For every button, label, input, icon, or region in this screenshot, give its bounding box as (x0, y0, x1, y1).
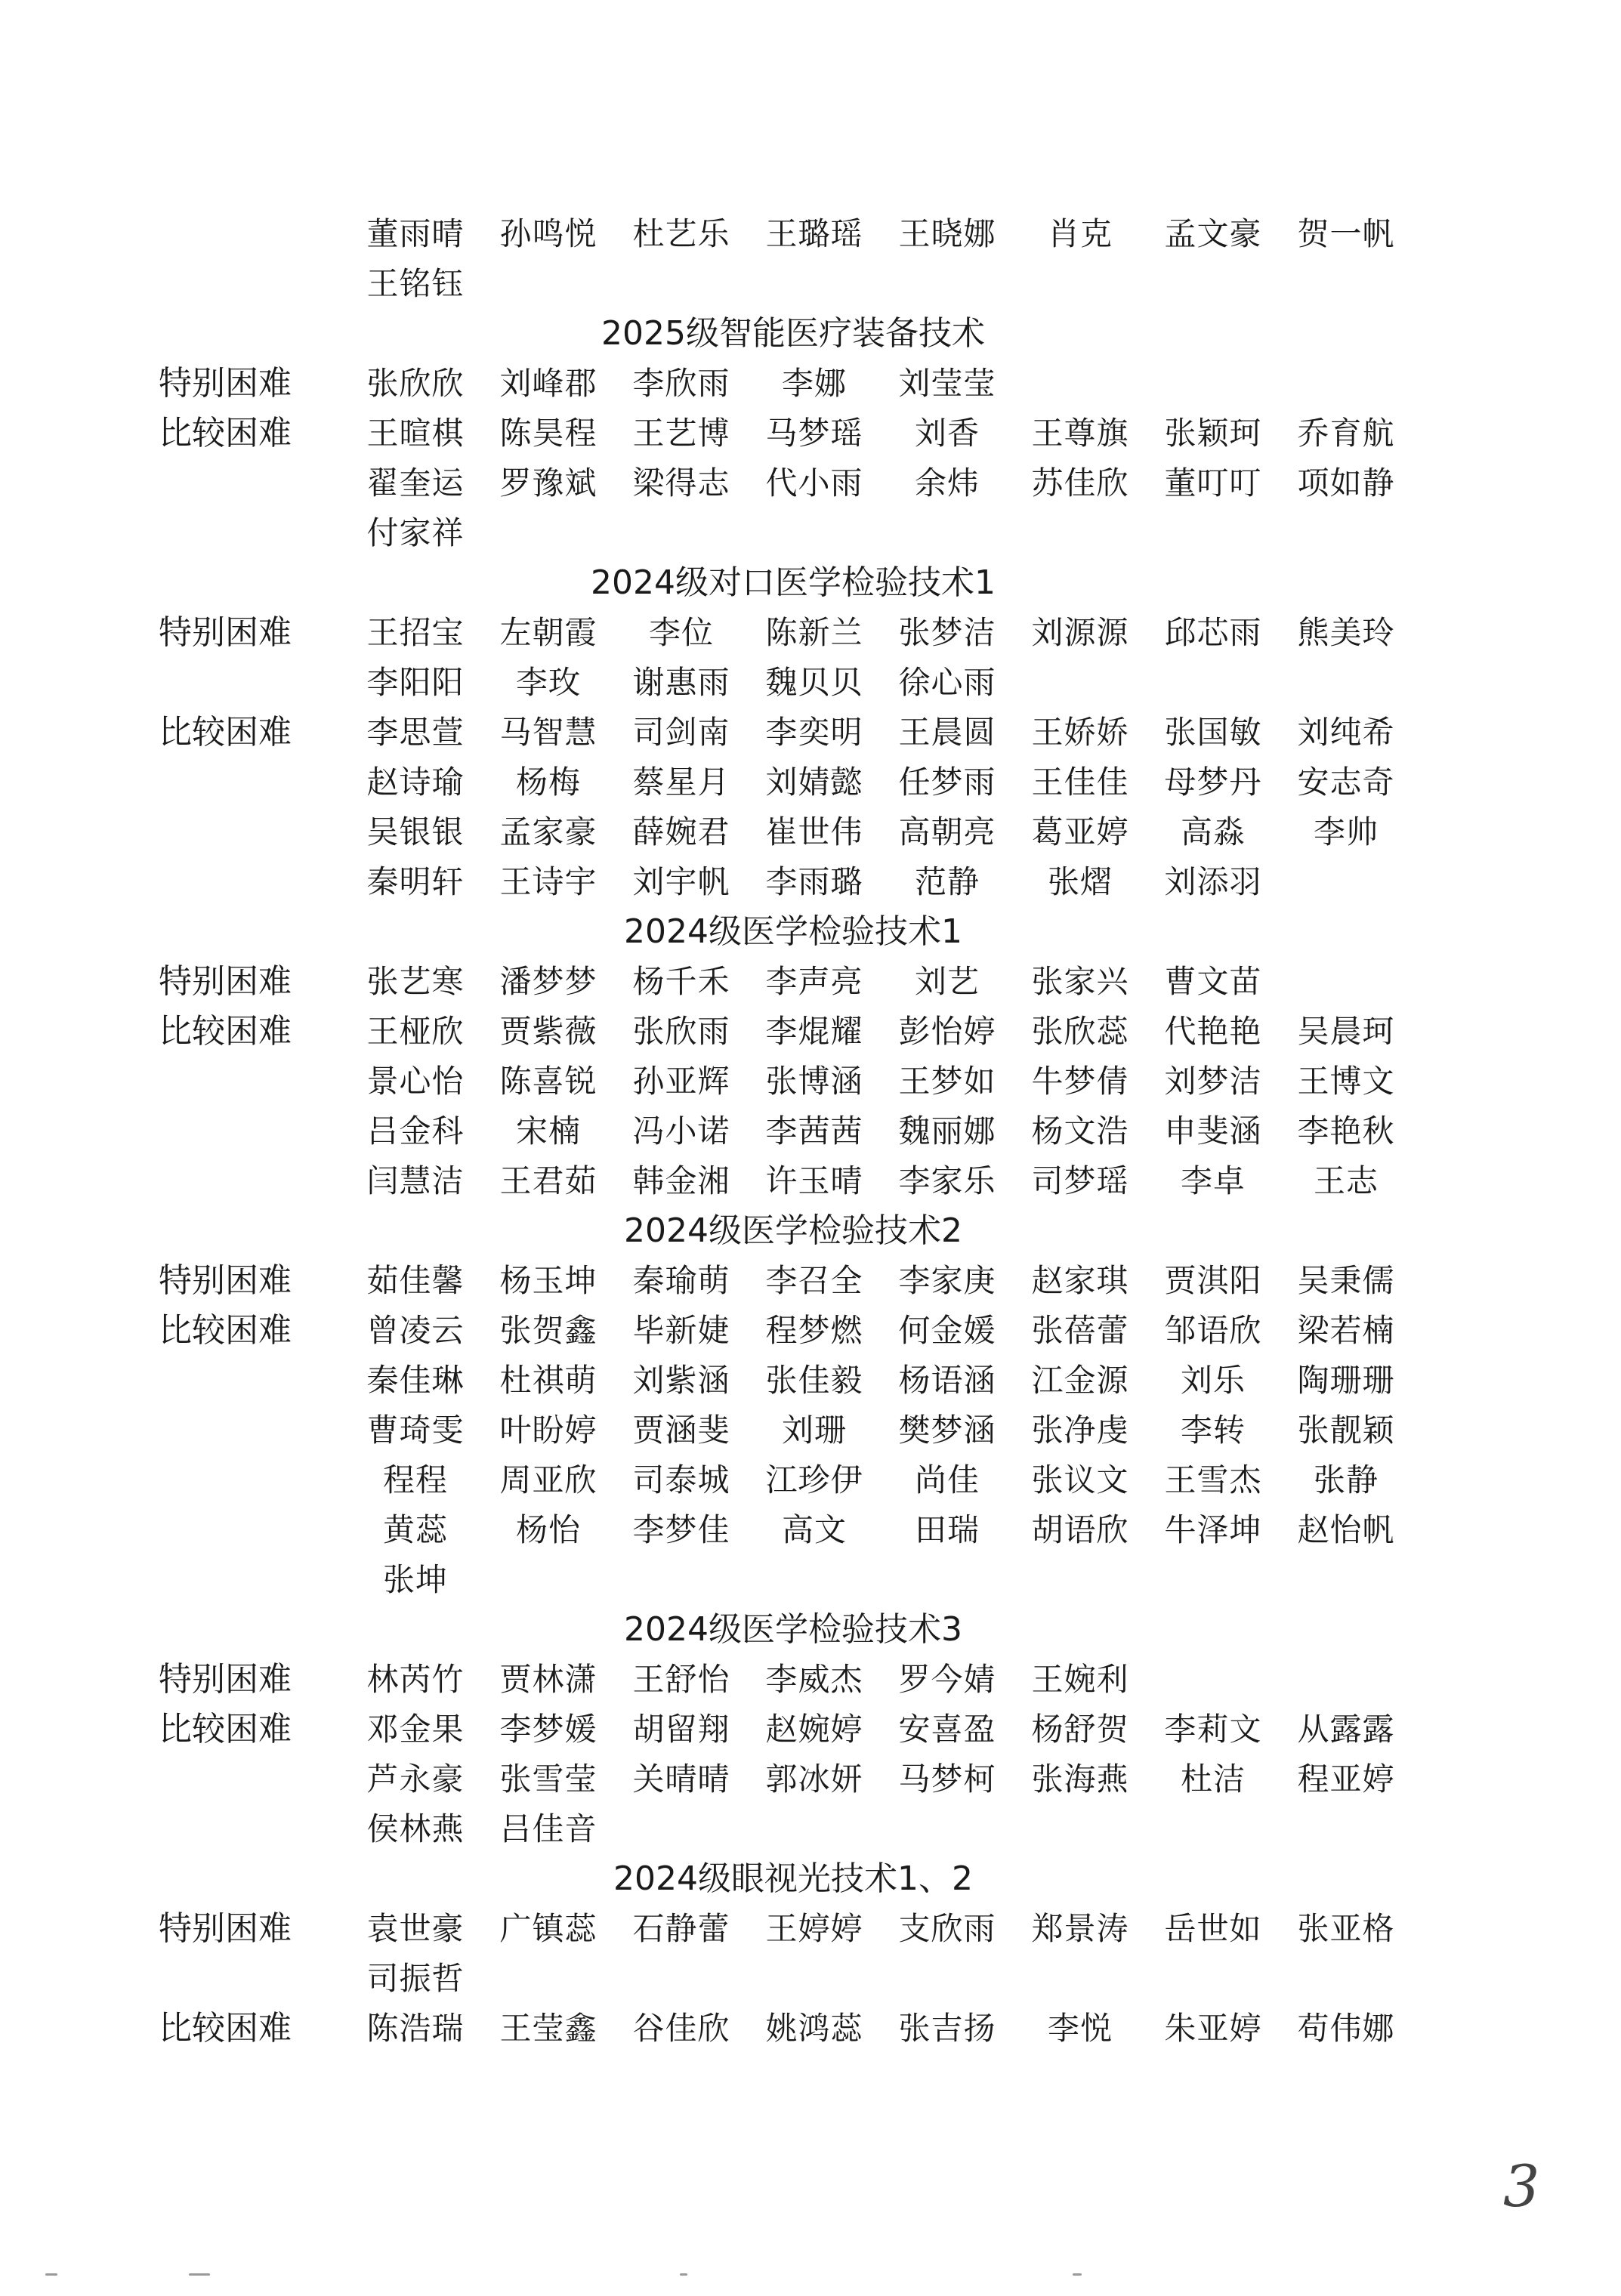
student-name: 李悦 (1047, 2010, 1113, 2047)
student-name: 张雪莹 (499, 1761, 597, 1798)
name-row (0, 2004, 1621, 2053)
student-name: 秦瑜萌 (632, 1262, 730, 1299)
student-name: 张贺鑫 (499, 1312, 597, 1349)
student-name: 李位 (648, 614, 714, 651)
student-name: 王梦如 (898, 1063, 996, 1100)
category-label: 特别困难 (159, 613, 292, 652)
student-name: 谷佳欣 (632, 2010, 730, 2047)
student-name: 潘梦梦 (499, 963, 597, 1000)
name-row (0, 708, 1621, 757)
student-name: 杨舒贺 (1031, 1711, 1129, 1748)
student-name: 葛亚婷 (1031, 813, 1129, 850)
student-name: 李转 (1180, 1412, 1246, 1449)
student-name: 王舒怡 (632, 1661, 730, 1698)
scan-artifact-line (0, 2273, 1621, 2278)
student-name: 苏佳欣 (1031, 464, 1129, 501)
student-name: 乔育航 (1297, 415, 1395, 452)
student-name: 芦永豪 (366, 1761, 465, 1798)
name-row (0, 360, 1621, 408)
student-name: 张颖珂 (1164, 415, 1262, 452)
student-name: 杨文浩 (1031, 1113, 1129, 1150)
student-name: 张欣雨 (632, 1013, 730, 1050)
student-name: 母梦丹 (1164, 764, 1262, 801)
student-name: 杨千禾 (632, 963, 730, 1000)
student-name: 程程 (382, 1461, 448, 1498)
student-name: 黄蕊 (382, 1511, 448, 1548)
student-name: 张佳毅 (765, 1362, 863, 1399)
student-name: 王铭钰 (366, 265, 465, 302)
section-heading: 2024级对口医学检验技术1 (591, 563, 996, 602)
student-name: 田瑞 (914, 1511, 980, 1548)
section-heading: 2024级医学检验技术2 (624, 1211, 962, 1250)
student-name: 秦明轩 (366, 863, 465, 900)
student-name: 李梦媛 (499, 1711, 597, 1748)
student-name: 李玫 (515, 664, 581, 701)
student-name: 李召全 (765, 1262, 863, 1299)
student-name: 罗豫斌 (499, 464, 597, 501)
student-name: 张海燕 (1031, 1761, 1129, 1798)
category-label: 特别困难 (159, 962, 292, 1001)
student-name: 孙亚辉 (632, 1063, 730, 1100)
student-name: 邱芯雨 (1164, 614, 1262, 651)
student-name: 赵婉婷 (765, 1711, 863, 1748)
student-name: 刘紫涵 (632, 1362, 730, 1399)
student-name: 吴晨珂 (1297, 1013, 1395, 1050)
student-name: 陈喜锐 (499, 1063, 597, 1100)
student-name: 陈新兰 (765, 614, 863, 651)
student-name: 张净虔 (1031, 1412, 1129, 1449)
name-row (0, 1506, 1621, 1554)
student-name: 姚鸿蕊 (765, 2010, 863, 2047)
category-label: 比较困难 (159, 1710, 292, 1748)
student-name: 杨语涵 (898, 1362, 996, 1399)
name-row (0, 1107, 1621, 1156)
student-name: 曾凌云 (366, 1312, 465, 1349)
student-name: 冯小诺 (632, 1113, 730, 1150)
student-name: 毕新婕 (632, 1312, 730, 1349)
page-number: 3 (1503, 2152, 1540, 2220)
student-name: 张国敏 (1164, 714, 1262, 751)
student-name: 关晴晴 (632, 1761, 730, 1798)
section-heading: 2025级智能医疗装备技术 (601, 314, 985, 353)
student-name: 高朝亮 (898, 813, 996, 850)
student-name: 王晨圆 (898, 714, 996, 751)
student-name: 李威杰 (765, 1661, 863, 1698)
student-name: 李家乐 (898, 1162, 996, 1199)
category-label: 特别困难 (159, 1909, 292, 1948)
student-name: 王婷婷 (765, 1910, 863, 1947)
name-row (0, 1905, 1621, 1953)
student-name: 陈浩瑞 (366, 2010, 465, 2047)
student-name: 杨怡 (515, 1511, 581, 1548)
student-name: 刘峰郡 (499, 365, 597, 402)
name-row (0, 1955, 1621, 2003)
student-name: 樊梦涵 (898, 1412, 996, 1449)
student-name: 刘乐 (1180, 1362, 1246, 1399)
student-name: 陶珊珊 (1297, 1362, 1395, 1399)
student-name: 王雪杰 (1164, 1461, 1262, 1498)
name-row (0, 1456, 1621, 1504)
student-name: 梁若楠 (1297, 1312, 1395, 1349)
student-name: 贾淇阳 (1164, 1262, 1262, 1299)
student-name: 司泰城 (632, 1461, 730, 1498)
student-name: 高淼 (1180, 813, 1246, 850)
student-name: 支欣雨 (898, 1910, 996, 1947)
student-name: 王晓娜 (898, 215, 996, 252)
student-name: 孙鸣悦 (499, 215, 597, 252)
student-name: 景心怡 (366, 1063, 465, 1100)
student-name: 罗今婧 (898, 1661, 996, 1698)
student-name: 赵怡帆 (1297, 1511, 1395, 1548)
category-label: 比较困难 (159, 2009, 292, 2048)
name-row (0, 1307, 1621, 1355)
student-name: 刘添羽 (1164, 863, 1262, 900)
student-name: 彭怡婷 (898, 1013, 996, 1050)
student-name: 牛泽坤 (1164, 1511, 1262, 1548)
name-row (0, 758, 1621, 807)
student-name: 王艺博 (632, 415, 730, 452)
student-name: 程亚婷 (1297, 1761, 1395, 1798)
student-name: 杜洁 (1180, 1761, 1246, 1798)
section-heading: 2024级医学检验技术3 (624, 1610, 962, 1649)
student-name: 袁世豪 (366, 1910, 465, 1947)
student-name: 张吉扬 (898, 2010, 996, 2047)
student-name: 刘艺 (914, 963, 980, 1000)
student-name: 郭冰妍 (765, 1761, 863, 1798)
student-name: 李阳阳 (366, 664, 465, 701)
student-name: 范静 (914, 863, 980, 900)
student-name: 苟伟娜 (1297, 2010, 1395, 2047)
student-name: 侯林燕 (366, 1810, 465, 1847)
student-name: 陈昊程 (499, 415, 597, 452)
student-name: 王娇娇 (1031, 714, 1129, 751)
student-name: 张蓓蕾 (1031, 1312, 1129, 1349)
student-name: 孟文豪 (1164, 215, 1262, 252)
student-name: 程梦燃 (765, 1312, 863, 1349)
student-name: 王博文 (1297, 1063, 1395, 1100)
student-name: 郑景涛 (1031, 1910, 1129, 1947)
student-name: 吕佳音 (499, 1810, 597, 1847)
student-name: 孟家豪 (499, 813, 597, 850)
name-row (0, 1356, 1621, 1405)
name-row (0, 210, 1621, 258)
student-name: 张静 (1313, 1461, 1379, 1498)
student-name: 杜艺乐 (632, 215, 730, 252)
category-label: 特别困难 (159, 1660, 292, 1699)
name-row (0, 509, 1621, 557)
student-name: 曹文苗 (1164, 963, 1262, 1000)
student-name: 赵诗瑜 (366, 764, 465, 801)
student-name: 张梦洁 (898, 614, 996, 651)
name-row (0, 808, 1621, 856)
name-row (0, 1008, 1621, 1056)
student-name: 付家祥 (366, 514, 465, 551)
category-label: 比较困难 (159, 1311, 292, 1350)
student-name: 李奕明 (765, 714, 863, 751)
student-name: 司振哲 (366, 1960, 465, 1997)
name-row (0, 1057, 1621, 1106)
student-name: 刘纯希 (1297, 714, 1395, 751)
student-name: 尚佳 (914, 1461, 980, 1498)
student-name: 薛婉君 (632, 813, 730, 850)
student-name: 石静蕾 (632, 1910, 730, 1947)
student-name: 马智慧 (499, 714, 597, 751)
student-name: 张熠 (1047, 863, 1113, 900)
student-name: 张坤 (382, 1561, 448, 1598)
student-name: 王桠欣 (366, 1013, 465, 1050)
student-name: 贾林潇 (499, 1661, 597, 1698)
student-name: 胡语欣 (1031, 1511, 1129, 1548)
student-name: 熊美玲 (1297, 614, 1395, 651)
student-name: 林芮竹 (366, 1661, 465, 1698)
student-name: 王暄棋 (366, 415, 465, 452)
student-name: 许玉晴 (765, 1162, 863, 1199)
student-name: 董雨晴 (366, 215, 465, 252)
category-label: 比较困难 (159, 1012, 292, 1051)
student-name: 刘珊 (781, 1412, 847, 1449)
student-name: 李焜耀 (765, 1013, 863, 1050)
student-name: 王尊旗 (1031, 415, 1129, 452)
student-name: 江珍伊 (765, 1461, 863, 1498)
name-row (0, 1157, 1621, 1205)
student-name: 贺一帆 (1297, 215, 1395, 252)
student-name: 徐心雨 (898, 664, 996, 701)
student-name: 李欣雨 (632, 365, 730, 402)
student-name: 杨梅 (515, 764, 581, 801)
student-name: 梁得志 (632, 464, 730, 501)
student-name: 崔世伟 (765, 813, 863, 850)
category-label: 特别困难 (159, 1261, 292, 1300)
student-name: 刘莹莹 (898, 365, 996, 402)
student-name: 张靓颖 (1297, 1412, 1395, 1449)
student-name: 蔡星月 (632, 764, 730, 801)
student-name: 张欣欣 (366, 365, 465, 402)
student-name: 左朝霞 (499, 614, 597, 651)
student-name: 马梦柯 (898, 1761, 996, 1798)
student-name: 张亚格 (1297, 1910, 1395, 1947)
student-name: 张艺寒 (366, 963, 465, 1000)
student-name: 岳世如 (1164, 1910, 1262, 1947)
student-name: 周亚欣 (499, 1461, 597, 1498)
name-row (0, 958, 1621, 1006)
student-name: 牛梦倩 (1031, 1063, 1129, 1100)
student-name: 张家兴 (1031, 963, 1129, 1000)
student-name: 安志奇 (1297, 764, 1395, 801)
category-label: 比较困难 (159, 414, 292, 452)
student-name: 李艳秋 (1297, 1113, 1395, 1150)
student-name: 江金源 (1031, 1362, 1129, 1399)
student-name: 杨玉坤 (499, 1262, 597, 1299)
student-name: 胡留翔 (632, 1711, 730, 1748)
category-label: 比较困难 (159, 713, 292, 751)
name-row (0, 1755, 1621, 1804)
name-row (0, 1556, 1621, 1604)
student-name: 邹语欣 (1164, 1312, 1262, 1349)
category-label: 特别困难 (159, 364, 292, 403)
student-name: 李卓 (1180, 1162, 1246, 1199)
name-row (0, 409, 1621, 458)
student-name: 王诗宇 (499, 863, 597, 900)
student-name: 邓金果 (366, 1711, 465, 1748)
name-row (0, 1656, 1621, 1704)
student-name: 王招宝 (366, 614, 465, 651)
student-name: 魏贝贝 (765, 664, 863, 701)
student-name: 马梦瑶 (765, 415, 863, 452)
section-heading: 2024级眼视光技术1、2 (613, 1859, 973, 1898)
student-name: 刘源源 (1031, 614, 1129, 651)
student-name: 广镇蕊 (499, 1910, 597, 1947)
section-heading: 2024级医学检验技术1 (624, 912, 962, 951)
student-name: 高文 (781, 1511, 847, 1548)
name-row (0, 459, 1621, 508)
student-name: 吴银银 (366, 813, 465, 850)
name-row (0, 609, 1621, 657)
student-name: 茹佳馨 (366, 1262, 465, 1299)
student-name: 王莹鑫 (499, 2010, 597, 2047)
student-name: 王志 (1313, 1162, 1379, 1199)
student-name: 司梦瑶 (1031, 1162, 1129, 1199)
student-name: 代小雨 (765, 464, 863, 501)
name-row (0, 260, 1621, 308)
name-row (0, 659, 1621, 707)
student-name: 宋楠 (515, 1113, 581, 1150)
student-name: 申斐涵 (1164, 1113, 1262, 1150)
student-name: 翟奎运 (366, 464, 465, 501)
student-name: 刘香 (914, 415, 980, 452)
student-name: 赵家琪 (1031, 1262, 1129, 1299)
student-name: 李茜茜 (765, 1113, 863, 1150)
student-name: 李雨璐 (765, 863, 863, 900)
student-name: 李莉文 (1164, 1711, 1262, 1748)
student-name: 李家庚 (898, 1262, 996, 1299)
student-name: 安喜盈 (898, 1711, 996, 1748)
student-name: 叶盼婷 (499, 1412, 597, 1449)
student-name: 刘婧懿 (765, 764, 863, 801)
student-name: 吴秉儒 (1297, 1262, 1395, 1299)
student-name: 任梦雨 (898, 764, 996, 801)
student-name: 刘宇帆 (632, 863, 730, 900)
student-name: 杜祺萌 (499, 1362, 597, 1399)
student-name: 吕金科 (366, 1113, 465, 1150)
student-name: 王君茹 (499, 1162, 597, 1199)
name-row (0, 1705, 1621, 1754)
student-name: 贾紫薇 (499, 1013, 597, 1050)
student-name: 李声亮 (765, 963, 863, 1000)
student-name: 韩金湘 (632, 1162, 730, 1199)
student-name: 王婉利 (1031, 1661, 1129, 1698)
student-name: 从露露 (1297, 1711, 1395, 1748)
student-name: 何金媛 (898, 1312, 996, 1349)
name-row (0, 1406, 1621, 1455)
student-name: 李思萱 (366, 714, 465, 751)
student-name: 李帅 (1313, 813, 1379, 850)
name-row (0, 858, 1621, 906)
student-name: 闫慧洁 (366, 1162, 465, 1199)
student-name: 张议文 (1031, 1461, 1129, 1498)
student-name: 项如静 (1297, 464, 1395, 501)
name-row (0, 1805, 1621, 1853)
student-name: 朱亚婷 (1164, 2010, 1262, 2047)
student-name: 余炜 (914, 464, 980, 501)
student-name: 董叮叮 (1164, 464, 1262, 501)
student-name: 李娜 (781, 365, 847, 402)
student-name: 代艳艳 (1164, 1013, 1262, 1050)
student-name: 刘梦洁 (1164, 1063, 1262, 1100)
student-name: 曹琦雯 (366, 1412, 465, 1449)
student-name: 张博涵 (765, 1063, 863, 1100)
student-name: 魏丽娜 (898, 1113, 996, 1150)
name-row (0, 1257, 1621, 1305)
student-name: 张欣蕊 (1031, 1013, 1129, 1050)
student-name: 李梦佳 (632, 1511, 730, 1548)
student-name: 肖克 (1047, 215, 1113, 252)
student-name: 秦佳琳 (366, 1362, 465, 1399)
student-name: 司剑南 (632, 714, 730, 751)
student-name: 王璐瑶 (765, 215, 863, 252)
student-name: 贾涵斐 (632, 1412, 730, 1449)
student-name: 谢惠雨 (632, 664, 730, 701)
student-name: 王佳佳 (1031, 764, 1129, 801)
